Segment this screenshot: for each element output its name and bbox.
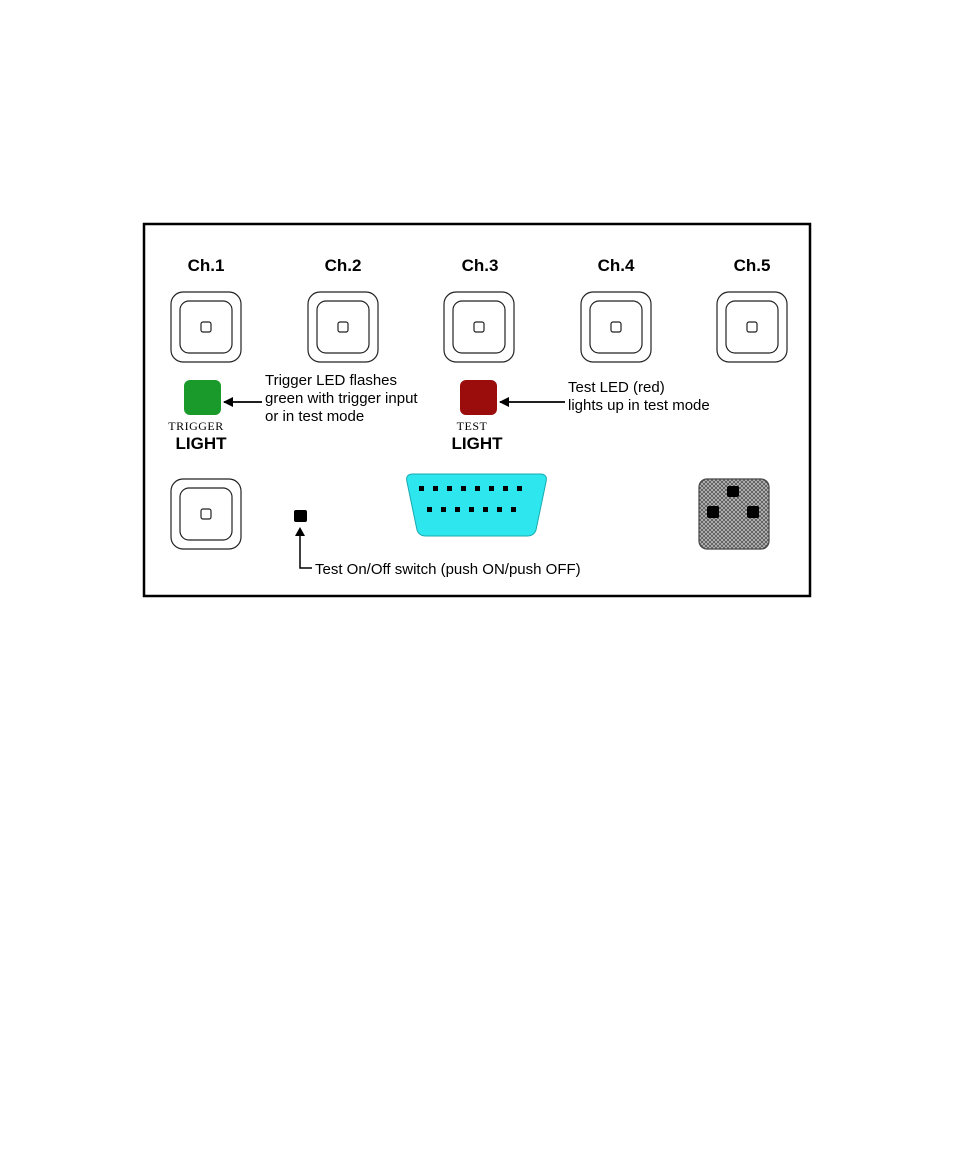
test-led	[460, 380, 497, 415]
test-switch[interactable]	[294, 510, 307, 522]
bnc-connector-icon	[717, 292, 787, 362]
test-caption-top: TEST	[456, 419, 488, 433]
channel-label-2: Ch.2	[324, 256, 362, 275]
db15-connector-icon	[407, 474, 547, 536]
bnc-connector-icon	[581, 292, 651, 362]
trigger-caption-top: TRIGGER	[168, 419, 224, 433]
test-annotation-line-1: Test LED (red)	[568, 379, 665, 396]
trigger-annotation-line-1: Trigger LED flashes	[265, 372, 397, 389]
trigger-annotation-line-3: or in test mode	[265, 408, 365, 425]
bnc-connector-icon	[444, 292, 514, 362]
test-switch-annotation: Test On/Off switch (push ON/push OFF)	[315, 561, 581, 578]
trigger-annotation-line-2: green with trigger input	[265, 390, 418, 407]
channel-label-3: Ch.3	[461, 256, 499, 275]
channel-label-5: Ch.5	[733, 256, 771, 275]
channel-label-1: Ch.1	[187, 256, 225, 275]
bnc-connector-icon	[171, 479, 241, 549]
channel-label-4: Ch.4	[597, 256, 635, 275]
test-caption-bottom: LIGHT	[451, 434, 503, 453]
trigger-caption-bottom: LIGHT	[175, 434, 227, 453]
trigger-led	[184, 380, 221, 415]
bnc-connector-icon	[308, 292, 378, 362]
power-socket-icon	[699, 479, 769, 549]
bnc-connector-icon	[171, 292, 241, 362]
test-annotation-line-2: lights up in test mode	[568, 397, 710, 414]
